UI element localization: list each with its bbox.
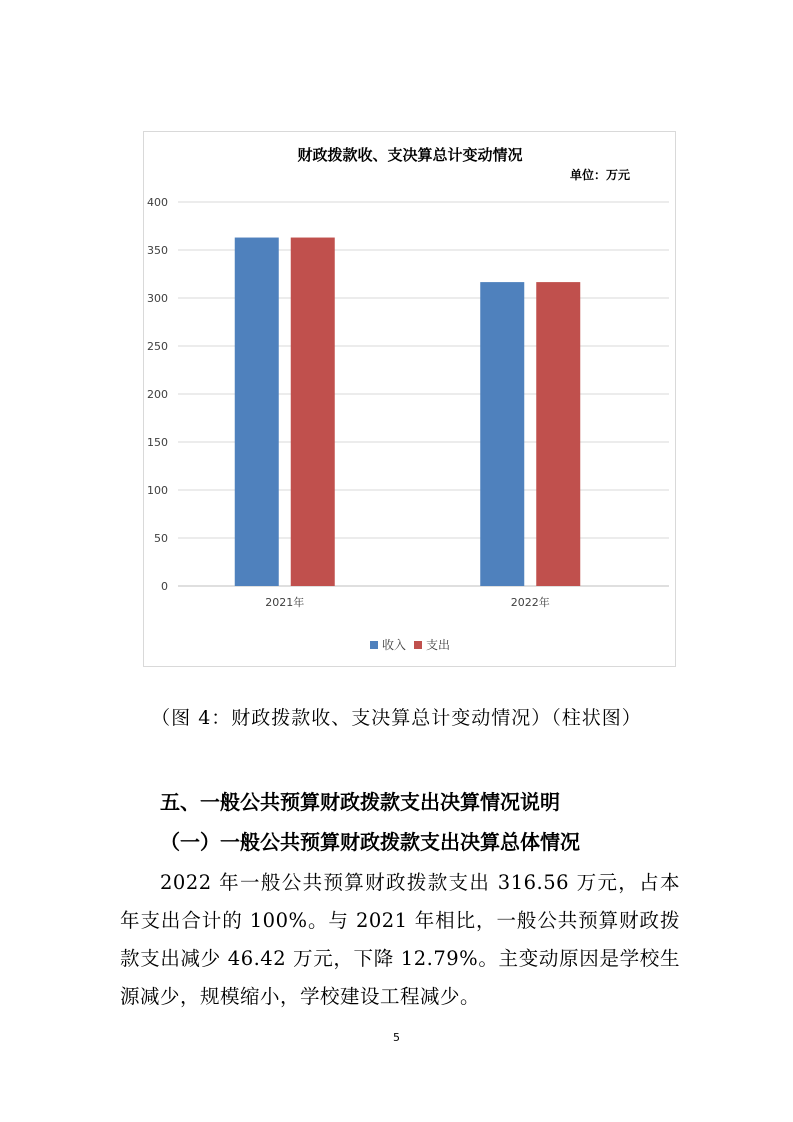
section-heading: 五、一般公共预算财政拨款支出决算情况说明	[160, 790, 560, 814]
bar	[536, 282, 580, 586]
page-number: 5	[393, 1031, 400, 1044]
legend-swatch	[414, 641, 422, 649]
bar-chart	[144, 132, 677, 668]
figure-caption: （图 4：财政拨款收、支决算总计变动情况）（柱状图）	[151, 707, 642, 729]
legend-label: 收入	[382, 638, 407, 652]
legend-label: 支出	[426, 638, 451, 652]
x-tick-label: 2022年	[510, 596, 550, 609]
y-tick-label: 100	[147, 484, 168, 497]
chart-container	[143, 131, 676, 667]
y-tick-label: 200	[147, 388, 168, 401]
chart-title: 财政拨款收、支决算总计变动情况	[297, 146, 523, 164]
bar	[235, 238, 279, 586]
legend-swatch	[370, 641, 378, 649]
y-tick-label: 50	[154, 532, 168, 545]
x-tick-label: 2021年	[265, 596, 305, 609]
y-tick-label: 300	[147, 292, 168, 305]
sub-heading: （一）一般公共预算财政拨款支出决算总体情况	[160, 830, 580, 854]
y-tick-label: 0	[161, 580, 168, 593]
y-tick-label: 250	[147, 340, 168, 353]
bar	[291, 238, 335, 586]
y-tick-label: 350	[147, 244, 168, 257]
y-tick-label: 400	[147, 196, 168, 209]
bar	[480, 282, 524, 586]
chart-unit-label: 单位：万元	[569, 168, 630, 182]
body-paragraph: 2022 年一般公共预算财政拨款支出 316.56 万元，占本年支出合计的 100%。与 2021 年相比，一般公共预算财政拨款支出减少 46.42 万元，下降 12.79%。主变动原因是学校生源减少，规模缩小，学校建设工程减少。	[120, 871, 680, 1008]
y-tick-label: 150	[147, 436, 168, 449]
